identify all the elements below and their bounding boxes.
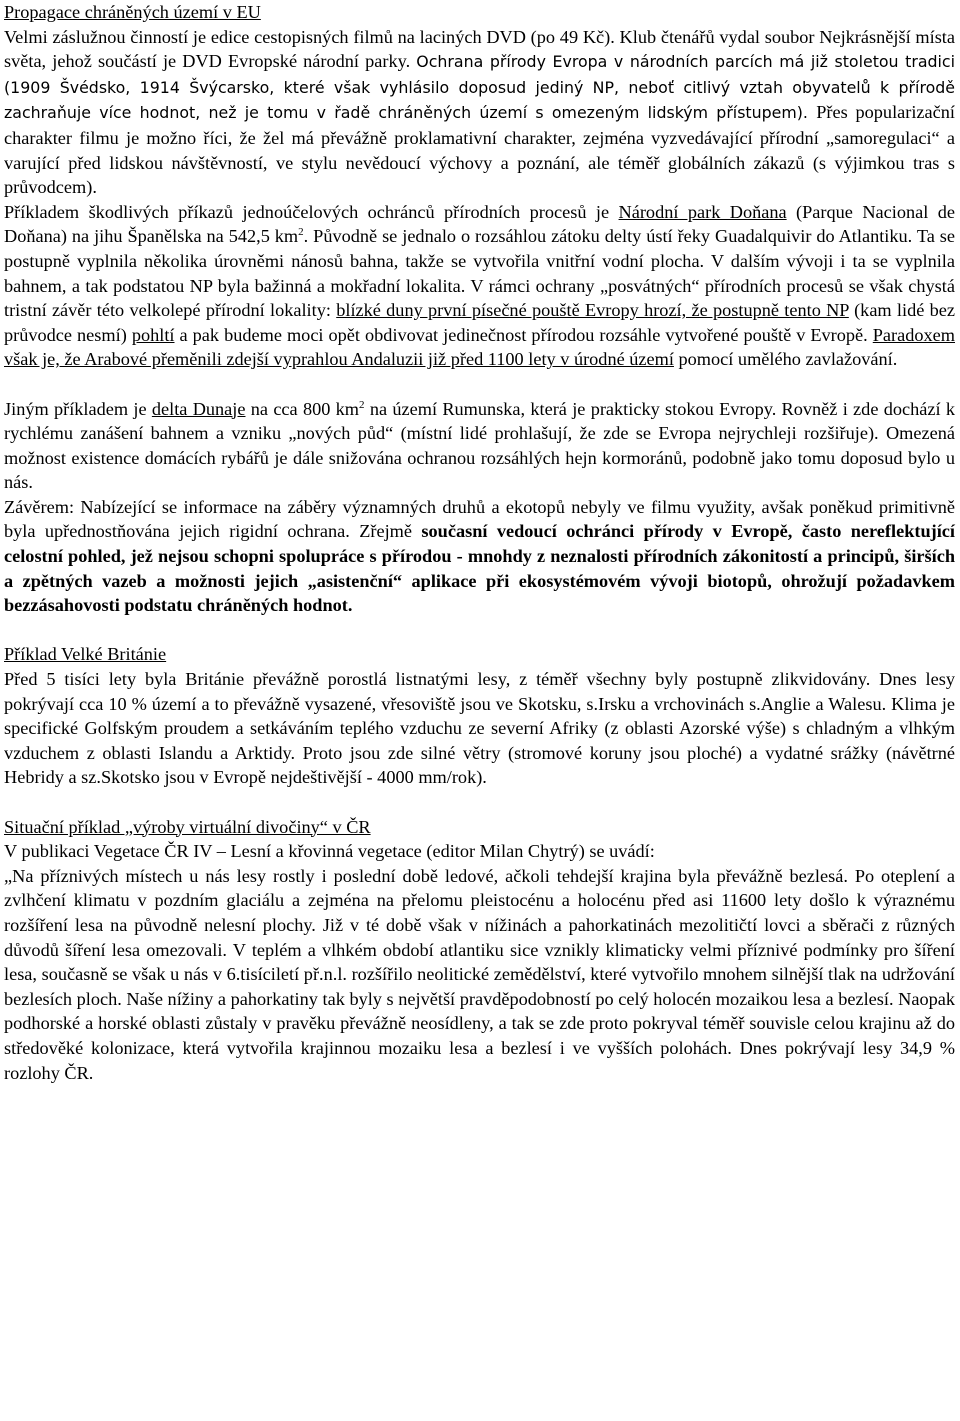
paragraph-donana bbox=[4, 200, 955, 372]
text-run: Závěrem: Nabízející se informace na záběry významných druhů a ekotopů nebyly ve filmu využity, avšak poněkud primitivně byla upřednostňována jejich rigidní ochrana. Zřejmě bbox=[4, 496, 955, 542]
text-run: Přes popularizační charakter filmu je možno říci, že žel má převážně proklamativní charakter, zejména vyzvedávající přírodní „samoregulaci“ a varující před lidskou návštěvností, ve stylu nevědoucí výchovy a poznání, ale téměř globálních zákazů (s výjimkou tras s průvodcem). bbox=[4, 102, 955, 198]
text-run: . Původně se jednalo o rozsáhlou zátoku delty ústí řeky Guadalquivir do Atlantiku. Ta se postupně vyplnila několika úrovněmi nánosů bahna, takže se vytvořila vnitřní vodní plocha. V dalším vývoji i ta se vyplnila bahnem, a tak podstatou NP byla bažinná a mokřadní lokalita. V rámci ochrany „posvátných“ přírodních procesů se však chystá tristní závěr této velkolepé přírodní lokality: bbox=[4, 226, 955, 321]
section-heading-britain: Příklad Velké Británie bbox=[4, 644, 167, 665]
bold-statement: současní vedoucí ochránci přírody v Evropě, často nereflektující celostní pohled, jež nejsou schopni spolupráce s přírodou - mnohdy z neznalosti přírodních zákonitostí a principů, širších a zpětných vazeb a možnosti jejich „asistenční“ aplikace při ekosystémovém vývoji biotopů, ohrožují požadavkem bezzásahovosti podstatu chráněných hodnot. bbox=[4, 521, 955, 616]
paragraph-britain: Před 5 tisíci lety byla Británie převážně porostlá listnatými lesy, z téměř všechny byly postupně zlikvidovány. Dnes lesy pokrývají cca 10 % území a to převážně vysazené, vřesoviště jsou ve Skotsku, s.Irsku a vrchovinách s.Anglie a Walesu. Klima je specifické Golfským proudem a setkáváním teplého vzduchu ze severní Afriky (z oblasti Azorské výše) s chladným a vlhkým vzduchem z oblasti Islandu a Arktidy. Proto jsou zde silné větry (stromové koruny jsou ploché) a vydatné srážky (návětrné Hebridy a sz.Skotsko jsou v Evropě nejdeštivější - 4000 mm/rok). bbox=[4, 669, 955, 788]
underlined-text: blízké duny první písečné pouště Evropy hrozí, že postupně tento NP bbox=[336, 300, 849, 321]
text-run: Ochrana přírody Evropa v národních parcích má již stoletou tradici (1909 Švédsko, 1914 Švýcarsko, které však vyhlásilo doposud jediný NP, neboť citlivý vztah obyvatelů k přírodě zachraňuje více hodnot, než je tomu v řadě chráněných území s omezeným lidským přístupem). bbox=[4, 52, 956, 123]
paragraph-publication: V publikaci Vegetace ČR IV – Lesní a křovinná vegetace (editor Milan Chytrý) se uvádí: bbox=[4, 841, 655, 862]
text-run: (Parque Nacional de Doňana) na jihu Španělska na 542,5 km bbox=[4, 201, 955, 247]
paragraph-quote: „Na příznivých místech u nás lesy rostly i poslední době ledové, ačkoli tehdejší krajina byla převážně bezlesá. Po oteplení a zvlhčení klimatu v pozdním glaciálu a zejména na přelomu pleistocénu a holocénu před asi 11600 lety došlo k výraznému rozšíření lesa na původně nelesní plochy. Již v té době však v nížinách a pahorkatinách mezolitičtí lovci a sběrači z různých důvodů šíření lesa omezovali. V teplém a vlhkém období atlantiku sice vznikly klimaticky velmi příznivé podmínky pro šíření lesa, současně se však u nás v 6.tisíciletí př.n.l. rozšířilo neolitické zemědělství, které vytvořilo mnohem silnější tlak na udržování bezlesích ploch. Naše nížiny a pahorkatiny tak byly s největší pravděpodobností po celý holocén mozaikou lesa a bezlesí. Naopak podhorské a horské oblasti zůstaly v pravěku převážně neosídleny, a tak se zde proto pokryval téměř souvisle celou krajinu až do středověké kolonizace, která vytvořila krajinnou mozaiku lesa a bezlesí i ve vyšších polohách. Dnes pokrývají lesy 34,9 % rozlohy ČR. bbox=[4, 865, 955, 1083]
section-heading-eu: Propagace chráněných území v EU bbox=[4, 2, 261, 22]
text-run: Příkladem škodlivých příkazů jednoúčelových ochránců přírodních procesů je bbox=[4, 201, 619, 222]
text-run: Velmi záslužnou činností je edice cestopisných filmů na laciných DVD (po 49 Kč). Klub čtenářů vydal soubor Nejkrásnější místa světa, jehož součástí je DVD Evropské národní parky. bbox=[4, 26, 955, 72]
superscript: 2 bbox=[359, 398, 365, 411]
spacer bbox=[4, 618, 955, 643]
text-run: na území Rumunska, která je prakticky stokou Evropy. Rovněž i zde dochází k rychlému zanášení bahnem a vzniku „nových půd“ (místní lidé prohlašují, že zde se Evropa nejrychleji rozšiřuje). Omezená možnost existence domácích rybářů je dále snižována ochranou rozsáhlých hejn kormoránů, podobně jako tomu doposud bylo u nás. bbox=[4, 398, 955, 493]
paragraph-danube bbox=[4, 397, 955, 495]
text-run: pomocí umělého zavlažování. bbox=[673, 349, 898, 370]
text-run: na cca 800 km bbox=[245, 398, 360, 419]
paragraph-conclusion bbox=[4, 495, 955, 618]
section-heading-czech: Situační příklad „výroby virtuální divočiny“ v ČR bbox=[4, 816, 371, 837]
underlined-text: pohltí bbox=[131, 324, 175, 345]
paragraph-dvd-films bbox=[4, 25, 955, 200]
underlined-text: Paradoxem však je, že Arabové přeměnili zdejší vyprahlou Andaluzii již před 1100 lety v úrodné území bbox=[4, 324, 955, 370]
text-run: (kam lidé bez průvodce nesmí) bbox=[4, 300, 955, 345]
text-run: Jiným příkladem je bbox=[4, 398, 152, 419]
donana-link[interactable]: Národní park Doňana bbox=[618, 201, 787, 222]
text-run: a pak budeme moci opět obdivovat jedinečnost přírodou rozsáhle vytvořené pouště v Evropě. bbox=[174, 324, 873, 345]
danube-delta-link[interactable]: delta Dunaje bbox=[151, 398, 246, 419]
superscript: 2 bbox=[298, 226, 304, 239]
spacer bbox=[4, 372, 955, 397]
spacer bbox=[4, 790, 955, 815]
